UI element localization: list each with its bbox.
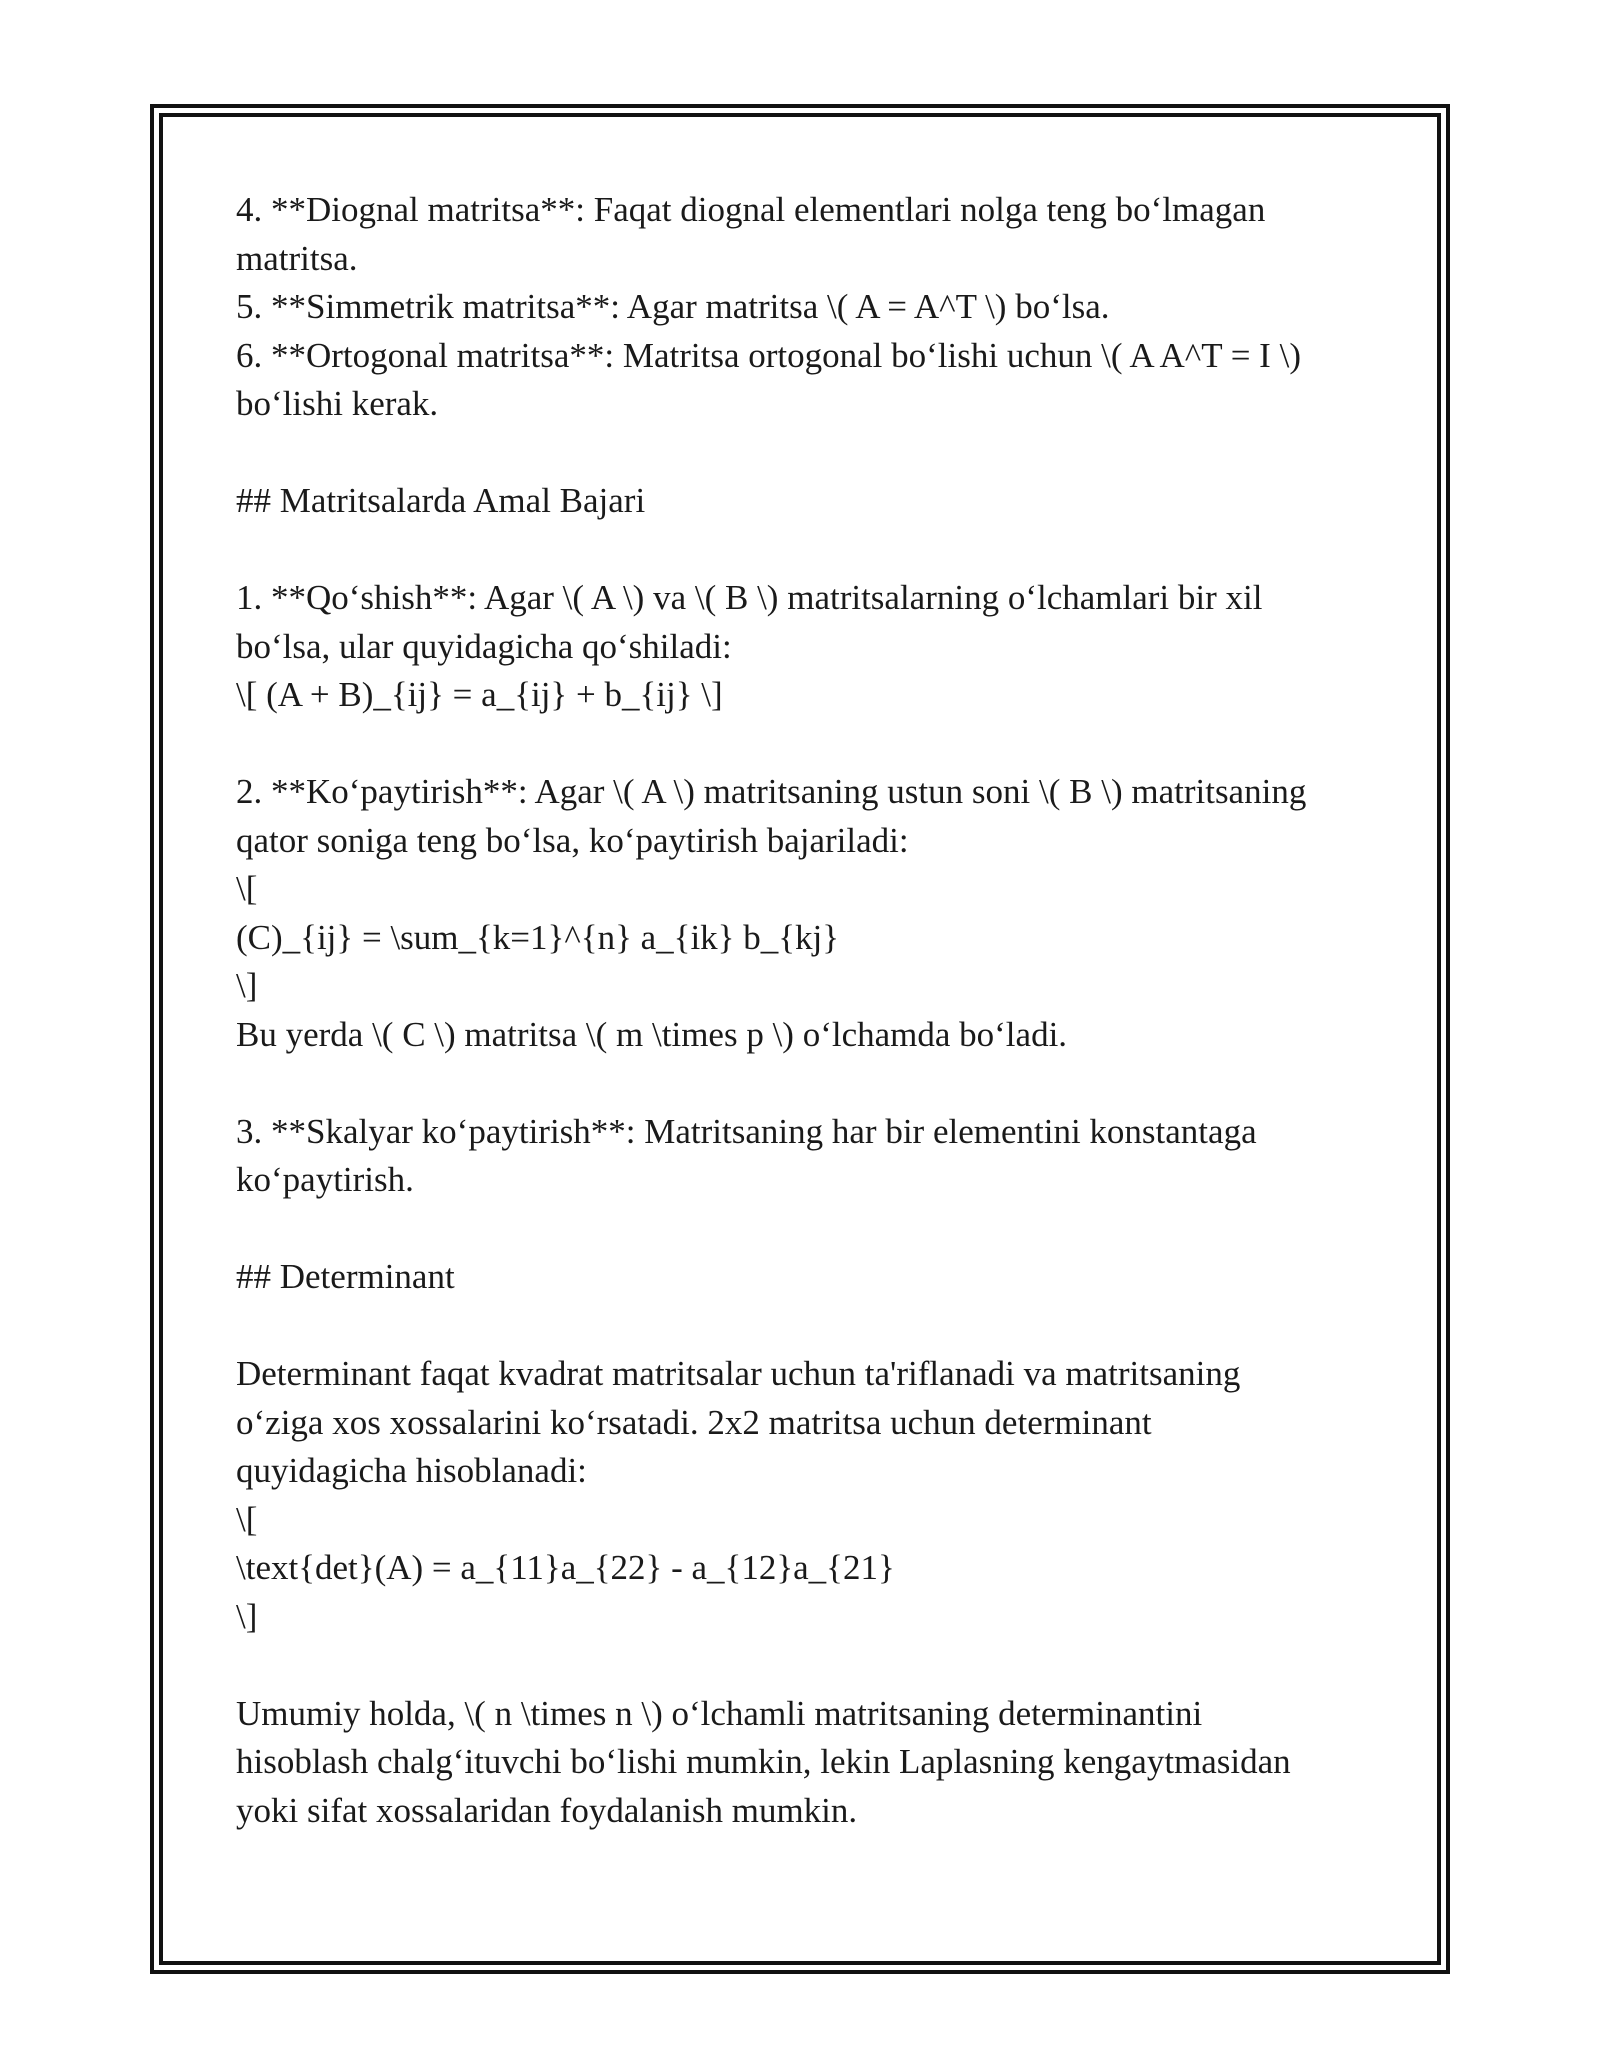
- paragraph-spacer: [236, 720, 1376, 769]
- text-line: o‘ziga xos xossalarini ko‘rsatadi. 2x2 matritsa uchun determinant: [236, 1402, 1152, 1442]
- paragraph-spacer: [236, 1302, 1376, 1351]
- text-line: \]: [236, 966, 258, 1005]
- text-line: matritsa.: [236, 238, 358, 278]
- paragraph: [236, 1350, 1376, 1641]
- paragraph: [236, 1690, 1376, 1836]
- text-line: \text{det}(A) = a_{11}a_{22} - a_{12}a_{21}: [236, 1548, 895, 1587]
- text-line: quyidagicha hisoblanadi:: [236, 1451, 587, 1490]
- paragraph-spacer: [236, 1205, 1376, 1254]
- text-line: yoki sifat xossalaridan foydalanish mumkin.: [236, 1790, 858, 1830]
- text-line: 5. **Simmetrik matritsa**: Agar matritsa \( A = A^T \) bo‘lsa.: [236, 287, 1110, 326]
- text-line: \[: [236, 1499, 258, 1539]
- section-heading: [236, 1253, 1376, 1302]
- paragraph-spacer: [236, 429, 1376, 478]
- text-line: hisoblash chalg‘ituvchi bo‘lishi mumkin, lekin Laplasning kengaytmasidan: [236, 1742, 1291, 1781]
- paragraph-spacer: [236, 1641, 1376, 1690]
- paragraph: [236, 768, 1376, 1059]
- text-line: 1. **Qo‘shish**: Agar \( A \) va \( B \) matritsalarning o‘lchamlari bir xil: [236, 578, 1263, 617]
- text-line: qator soniga teng bo‘lsa, ko‘paytirish bajariladi:: [236, 820, 909, 860]
- text-line: \[: [236, 869, 258, 908]
- paragraph: [236, 574, 1376, 720]
- text-line: Determinant faqat kvadrat matritsalar uchun ta'riflanadi va matritsaning: [236, 1354, 1241, 1393]
- text-line: \]: [236, 1596, 258, 1636]
- paragraph: [236, 1108, 1376, 1205]
- paragraph-spacer: [236, 526, 1376, 575]
- text-line: 3. **Skalyar ko‘paytirish**: Matritsaning har bir elementini konstantaga: [236, 1111, 1257, 1151]
- text-line: \[ (A + B)_{ij} = a_{ij} + b_{ij} \]: [236, 675, 723, 714]
- document-body: [236, 186, 1376, 1835]
- paragraph-spacer: [236, 1059, 1376, 1108]
- text-line: Bu yerda \( C \) matritsa \( m \times p \) o‘lchamda bo‘ladi.: [236, 1014, 1068, 1054]
- text-line: 4. **Diognal matritsa**: Faqat diognal elementlari nolga teng bo‘lmagan: [236, 190, 1266, 229]
- text-line: 2. **Ko‘paytirish**: Agar \( A \) matritsaning ustun soni \( B \) matritsaning: [236, 772, 1307, 811]
- heading-text: ## Matritsalarda Amal Bajari: [236, 481, 646, 520]
- text-line: ko‘paytirish.: [236, 1160, 414, 1199]
- section-heading: [236, 477, 1376, 526]
- text-line: (C)_{ij} = \sum_{k=1}^{n} a_{ik} b_{kj}: [236, 917, 840, 957]
- text-line: bo‘lishi kerak.: [236, 384, 439, 423]
- text-line: bo‘lsa, ular quyidagicha qo‘shiladi:: [236, 626, 732, 666]
- paragraph: [236, 186, 1376, 429]
- text-line: 6. **Ortogonal matritsa**: Matritsa ortogonal bo‘lishi uchun \( A A^T = I \): [236, 335, 1301, 375]
- text-line: Umumiy holda, \( n \times n \) o‘lchamli matritsaning determinantini: [236, 1693, 1203, 1733]
- heading-text: ## Determinant: [236, 1257, 455, 1296]
